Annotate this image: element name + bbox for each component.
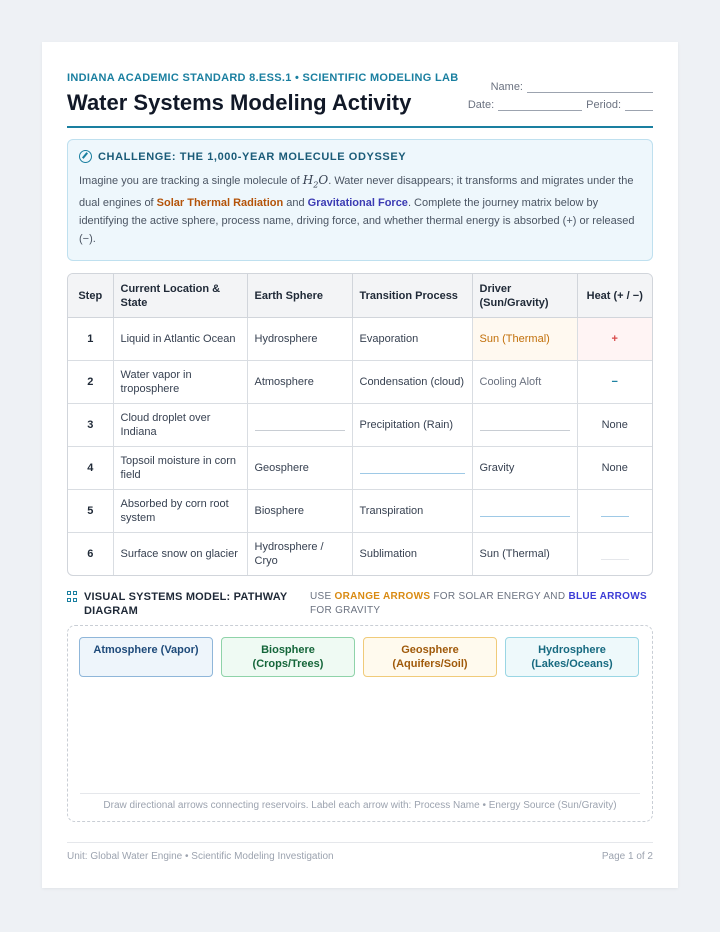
col-sphere: Earth Sphere bbox=[247, 274, 352, 317]
model-instructions-note: USE ORANGE ARROWS FOR SOLAR ENERGY AND BLUE ARROWS FOR GRAVITY bbox=[310, 591, 647, 617]
worksheet-page bbox=[42, 42, 678, 888]
pathway-diagram-area[interactable] bbox=[67, 625, 653, 822]
page-footer bbox=[67, 842, 653, 862]
water-formula: $H_2O$ bbox=[302, 173, 329, 190]
page-number: Page 1 of 2 bbox=[601, 851, 653, 862]
heat-answer-blank[interactable] bbox=[601, 542, 629, 560]
reservoir-hydrosphere[interactable]: Hydrosphere (Lakes/Oceans) bbox=[505, 637, 639, 677]
worksheet-header bbox=[67, 72, 653, 128]
table-row: 1 Liquid in Atlantic Ocean Hydrosphere Evaporation Sun (Thermal) + bbox=[68, 317, 652, 360]
journey-matrix bbox=[67, 273, 653, 576]
gravity-term: Gravitational Force bbox=[307, 197, 408, 210]
col-step: Step bbox=[68, 274, 113, 317]
model-section-header bbox=[67, 590, 653, 618]
driver-answer-blank[interactable] bbox=[480, 413, 570, 431]
date-label: Date: bbox=[467, 99, 495, 111]
period-label: Period: bbox=[586, 99, 621, 111]
col-driver: Driver (Sun/Gravity) bbox=[472, 274, 577, 317]
reservoir-geosphere[interactable]: Geosphere (Aquifers/Soil) bbox=[363, 637, 497, 677]
table-header-row bbox=[68, 274, 652, 317]
col-location: Current Location & State bbox=[113, 274, 247, 317]
compass-icon bbox=[79, 150, 92, 163]
footer-unit: Unit: Global Water Engine • Scientific Modeling Investigation bbox=[67, 851, 334, 862]
reservoir-atmosphere[interactable]: Atmosphere (Vapor) bbox=[79, 637, 213, 677]
standard-label: INDIANA ACADEMIC STANDARD 8.ESS.1 • SCIENTIFIC MODELING LAB bbox=[67, 72, 459, 84]
driver-answer-blank[interactable] bbox=[480, 499, 570, 517]
name-field[interactable] bbox=[527, 82, 653, 93]
reservoir-biosphere[interactable]: Biosphere (Crops/Trees) bbox=[221, 637, 355, 677]
grid-icon bbox=[67, 591, 78, 602]
solar-term: Solar Thermal Radiation bbox=[156, 197, 284, 210]
heat-answer-blank[interactable] bbox=[601, 499, 629, 517]
col-process: Transition Process bbox=[352, 274, 472, 317]
col-heat: Heat (+ / −) bbox=[577, 274, 652, 317]
sphere-answer-blank[interactable] bbox=[255, 413, 345, 431]
period-field[interactable] bbox=[625, 100, 653, 111]
table-row: 3 Cloud droplet over Indiana Precipitation (Rain) None bbox=[68, 403, 652, 446]
page-title: Water Systems Modeling Activity bbox=[67, 90, 412, 115]
challenge-title: CHALLENGE: THE 1,000-YEAR MOLECULE ODYSSEY bbox=[98, 150, 407, 163]
table-row: 2 Water vapor in troposphere Atmosphere Condensation (cloud) Cooling Aloft − bbox=[68, 360, 652, 403]
table-row: 6 Surface snow on glacier Hydrosphere / Cryo Sublimation Sun (Thermal) bbox=[68, 532, 652, 575]
student-fields bbox=[468, 76, 653, 112]
table-row: 5 Absorbed by corn root system Biosphere Transpiration bbox=[68, 489, 652, 532]
table-row: 4 Topsoil moisture in corn field Geosphere Gravity None bbox=[68, 446, 652, 489]
diagram-instructions: Draw directional arrows connecting reservoirs. Label each arrow with: Process Name • Energy Source (Sun/Gravity) bbox=[80, 793, 640, 811]
challenge-box bbox=[67, 139, 653, 261]
name-label: Name: bbox=[490, 81, 523, 93]
date-field[interactable] bbox=[498, 100, 582, 111]
process-answer-blank[interactable] bbox=[360, 456, 465, 474]
challenge-text: Imagine you are tracking a single molecule of $H_2O$. Water never disappears; it transforms and migrates under the dual engines of Solar Thermal Radiation and Gravitational Force. Complete the journey matrix below by identifying the active sphere, process name, driving force, and whether thermal energy is absorbed (+) or released (−). bbox=[79, 173, 635, 246]
model-title: VISUAL SYSTEMS MODEL: PATHWAY DIAGRAM bbox=[84, 591, 288, 618]
